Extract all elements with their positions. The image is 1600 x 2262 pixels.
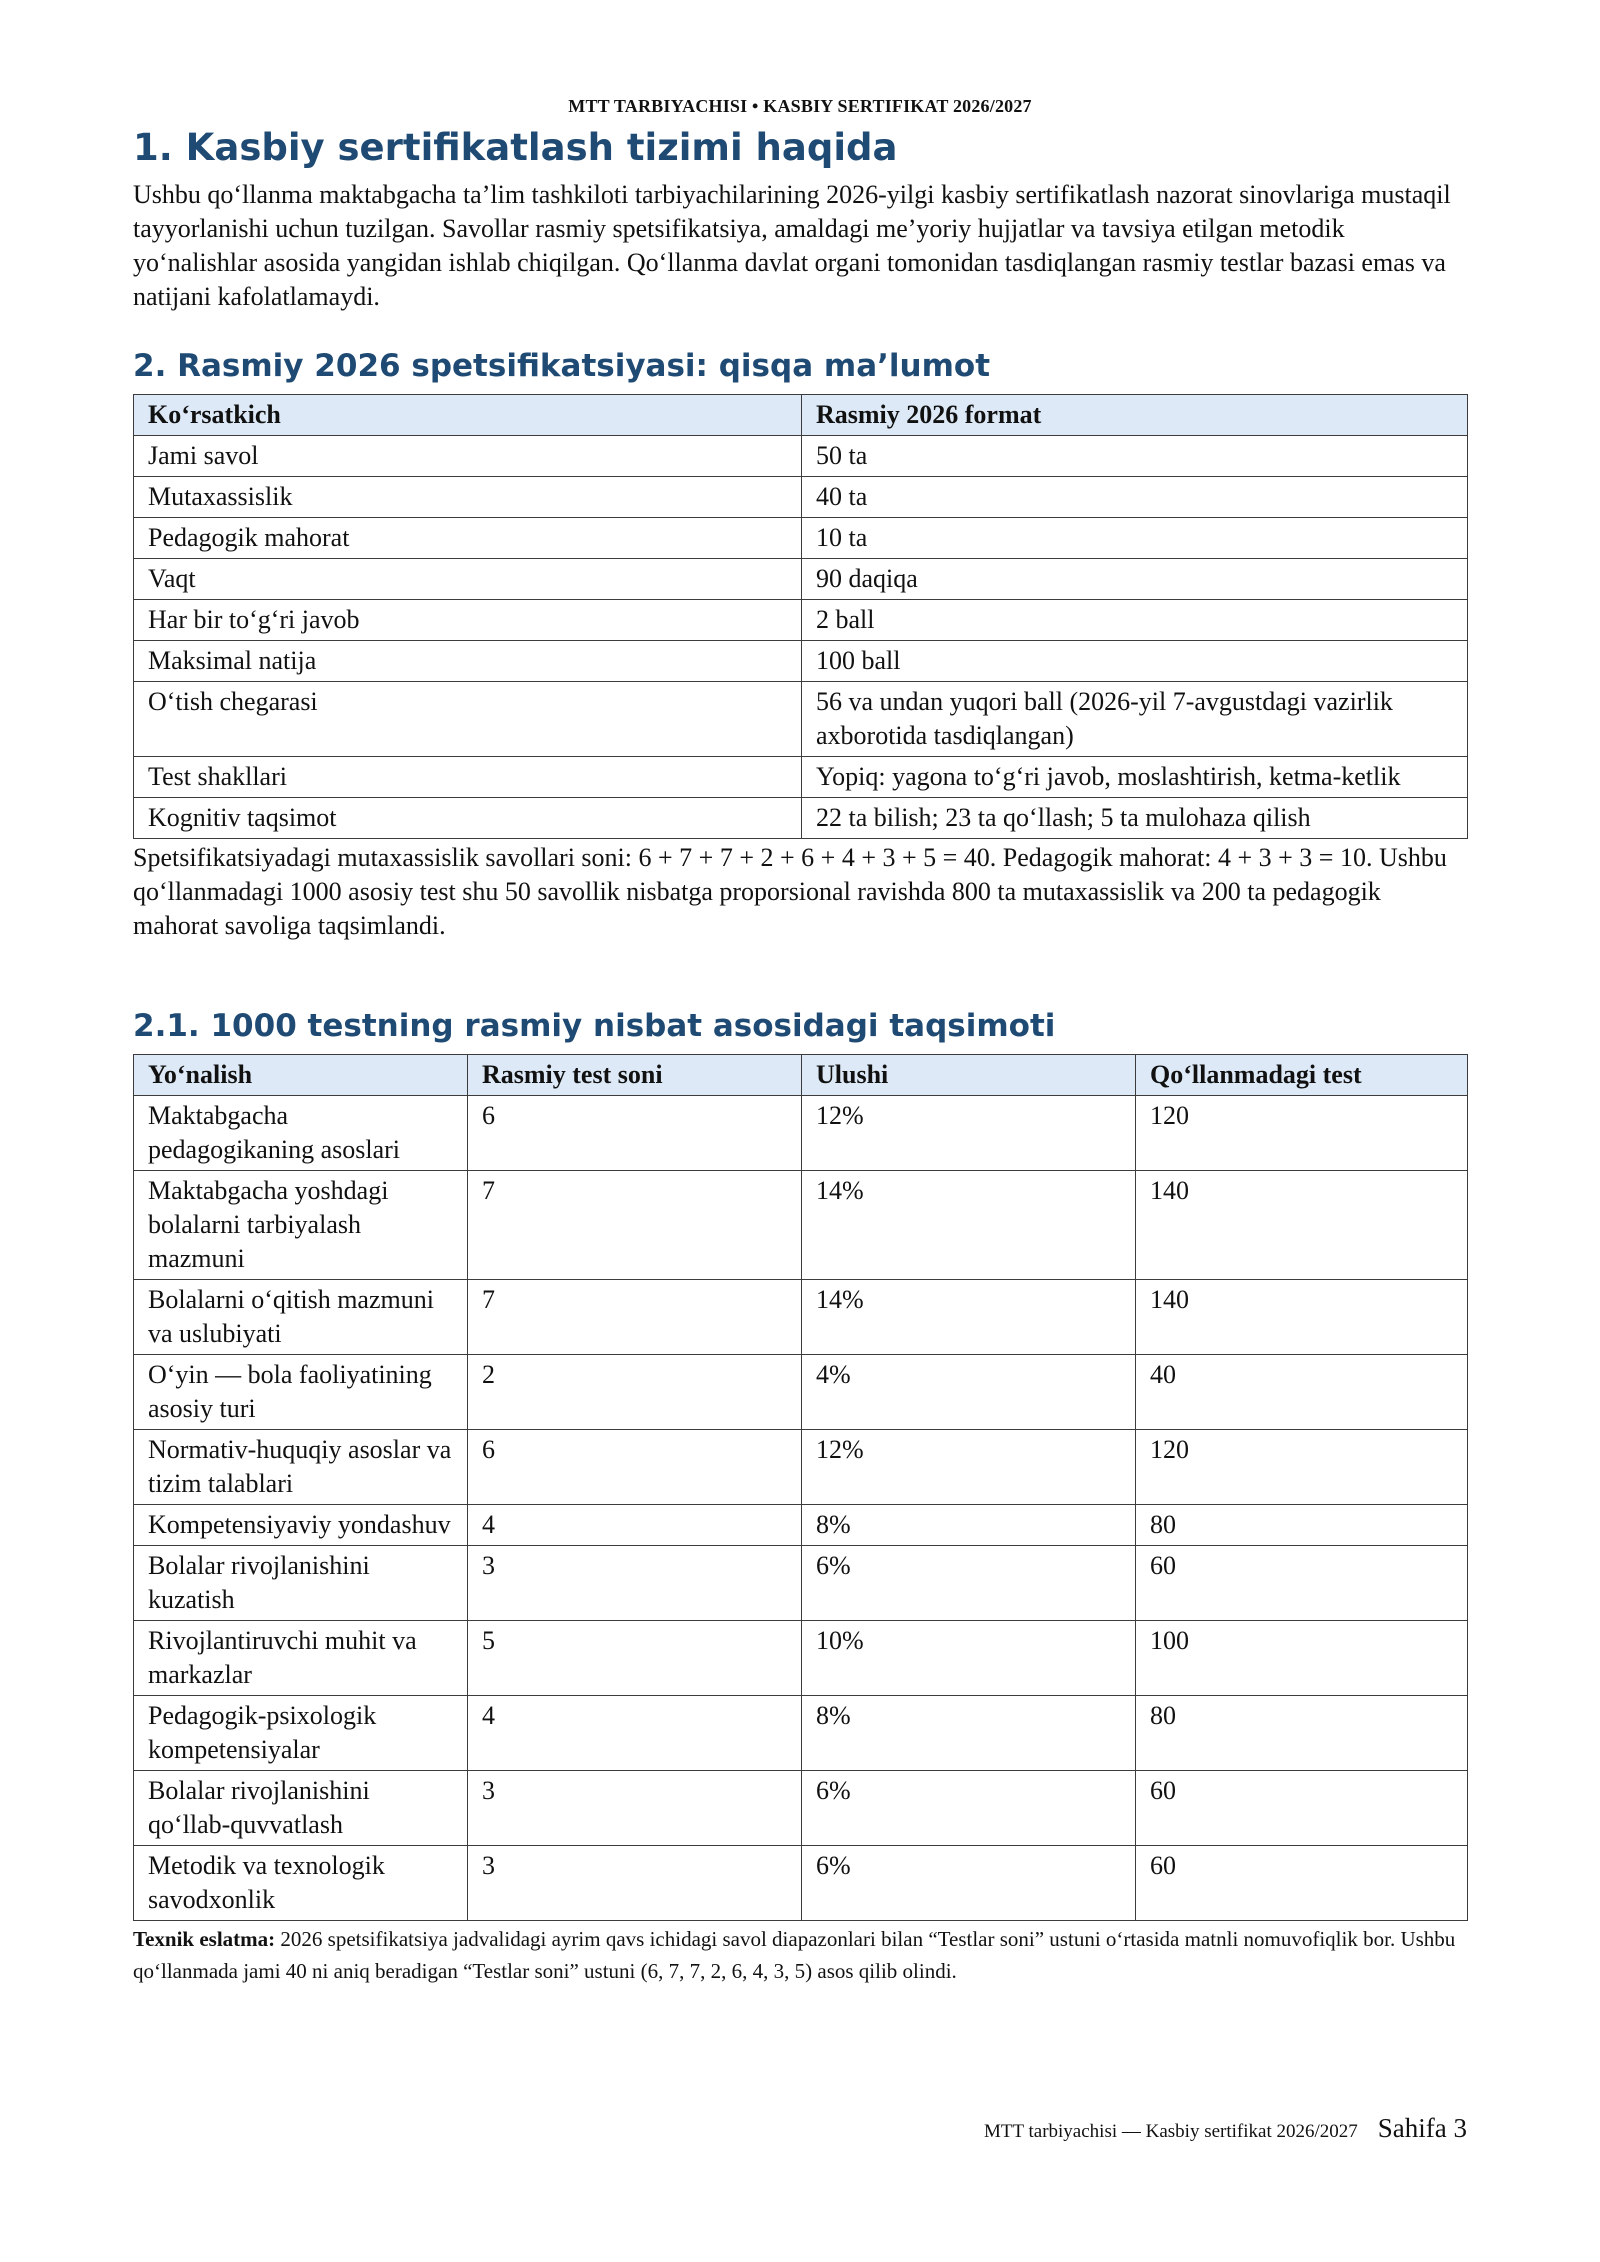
spec-col-header: Rasmiy 2026 format bbox=[802, 395, 1468, 436]
page-number: Sahifa 3 bbox=[1377, 2113, 1467, 2143]
technical-note bbox=[133, 1923, 1467, 1987]
official-count-cell: 4 bbox=[468, 1505, 802, 1546]
table-row bbox=[134, 1430, 1468, 1505]
manual-count-cell: 120 bbox=[1136, 1430, 1468, 1505]
direction-cell: Metodik va texnologik savodxonlik bbox=[134, 1846, 468, 1921]
spec-label-cell: Jami savol bbox=[134, 436, 802, 477]
technical-note-label: Texnik eslatma: bbox=[133, 1927, 276, 1951]
table-row bbox=[134, 1280, 1468, 1355]
spec-table-header-row bbox=[134, 395, 1468, 436]
spec-value-cell: 2 ball bbox=[802, 600, 1468, 641]
distribution-col-header: Ulushi bbox=[802, 1055, 1136, 1096]
official-count-cell: 4 bbox=[468, 1696, 802, 1771]
spec-value-cell: 56 va undan yuqori ball (2026-yil 7-avgustdagi vazirlik axborotida tasdiqlangan) bbox=[802, 682, 1468, 757]
distribution-col-header: Yo‘nalish bbox=[134, 1055, 468, 1096]
section-2-paragraph: Spetsifikatsiyadagi mutaxassislik savollari soni: 6 + 7 + 7 + 2 + 6 + 4 + 3 + 5 = 40. Pedagogik mahorat: 4 + 3 + 3 = 10. Ushbu qo‘llanmadagi 1000 asosiy test shu 50 savollik nisbatga proporsional ravishda 800 ta mutaxassislik va 200 ta pedagogik mahorat savoliga taqsimlandi. bbox=[133, 843, 1447, 940]
distribution-col-header: Rasmiy test soni bbox=[468, 1055, 802, 1096]
manual-count-cell: 140 bbox=[1136, 1280, 1468, 1355]
direction-cell: Rivojlantiruvchi muhit va markazlar bbox=[134, 1621, 468, 1696]
share-cell: 12% bbox=[802, 1430, 1136, 1505]
section-1-heading: 1. Kasbiy sertifikatlash tizimi haqida bbox=[133, 126, 898, 169]
table-row bbox=[134, 1621, 1468, 1696]
table-row bbox=[134, 600, 1468, 641]
table-row bbox=[134, 1696, 1468, 1771]
table-row bbox=[134, 1846, 1468, 1921]
share-cell: 6% bbox=[802, 1846, 1136, 1921]
section-2-1-heading: 2.1. 1000 testning rasmiy nisbat asosidagi taqsimoti bbox=[133, 1008, 1056, 1044]
table-row bbox=[134, 798, 1468, 839]
table-row bbox=[134, 518, 1468, 559]
share-cell: 12% bbox=[802, 1096, 1136, 1171]
official-count-cell: 3 bbox=[468, 1546, 802, 1621]
distribution-header-row bbox=[134, 1055, 1468, 1096]
table-row bbox=[134, 682, 1468, 757]
spec-label-cell: Maksimal natija bbox=[134, 641, 802, 682]
spec-label-cell: Mutaxassislik bbox=[134, 477, 802, 518]
table-row bbox=[134, 1171, 1468, 1280]
spec-col-header: Ko‘rsatkich bbox=[134, 395, 802, 436]
spec-label-cell: Har bir to‘g‘ri javob bbox=[134, 600, 802, 641]
table-row bbox=[134, 1096, 1468, 1171]
direction-cell: Bolalar rivojlanishini kuzatish bbox=[134, 1546, 468, 1621]
table-row bbox=[134, 436, 1468, 477]
manual-count-cell: 60 bbox=[1136, 1846, 1468, 1921]
distribution-col-header: Qo‘llanmadagi test bbox=[1136, 1055, 1468, 1096]
spec-label-cell: O‘tish chegarasi bbox=[134, 682, 802, 757]
page-footer bbox=[984, 2113, 1467, 2144]
share-cell: 6% bbox=[802, 1546, 1136, 1621]
distribution-table bbox=[133, 1054, 1468, 1921]
manual-count-cell: 80 bbox=[1136, 1505, 1468, 1546]
manual-count-cell: 40 bbox=[1136, 1355, 1468, 1430]
direction-cell: Kompetensiyaviy yondashuv bbox=[134, 1505, 468, 1546]
section-1 bbox=[133, 124, 1467, 314]
table-row bbox=[134, 1546, 1468, 1621]
share-cell: 4% bbox=[802, 1355, 1136, 1430]
manual-count-cell: 140 bbox=[1136, 1171, 1468, 1280]
section-2-heading: 2. Rasmiy 2026 spetsifikatsiyasi: qisqa ma’lumot bbox=[133, 348, 991, 384]
direction-cell: Bolalar rivojlanishini qo‘llab-quvvatlash bbox=[134, 1771, 468, 1846]
section-2 bbox=[133, 344, 1467, 943]
direction-cell: Pedagogik-psixologik kompetensiyalar bbox=[134, 1696, 468, 1771]
section-2-1 bbox=[133, 1004, 1467, 1987]
spec-value-cell: 40 ta bbox=[802, 477, 1468, 518]
table-row bbox=[134, 477, 1468, 518]
manual-count-cell: 60 bbox=[1136, 1546, 1468, 1621]
share-cell: 14% bbox=[802, 1171, 1136, 1280]
direction-cell: Maktabgacha pedagogikaning asoslari bbox=[134, 1096, 468, 1171]
table-row bbox=[134, 641, 1468, 682]
official-count-cell: 6 bbox=[468, 1096, 802, 1171]
spec-label-cell: Test shakllari bbox=[134, 757, 802, 798]
official-count-cell: 3 bbox=[468, 1846, 802, 1921]
official-count-cell: 6 bbox=[468, 1430, 802, 1505]
official-count-cell: 2 bbox=[468, 1355, 802, 1430]
spec-label-cell: Kognitiv taqsimot bbox=[134, 798, 802, 839]
spec-value-cell: 100 ball bbox=[802, 641, 1468, 682]
table-row bbox=[134, 1355, 1468, 1430]
official-count-cell: 7 bbox=[468, 1280, 802, 1355]
share-cell: 10% bbox=[802, 1621, 1136, 1696]
spec-label-cell: Pedagogik mahorat bbox=[134, 518, 802, 559]
share-cell: 14% bbox=[802, 1280, 1136, 1355]
official-count-cell: 5 bbox=[468, 1621, 802, 1696]
spec-value-cell: 22 ta bilish; 23 ta qo‘llash; 5 ta mulohaza qilish bbox=[802, 798, 1468, 839]
spec-value-cell: Yopiq: yagona to‘g‘ri javob, moslashtirish, ketma-ketlik bbox=[802, 757, 1468, 798]
table-row bbox=[134, 1505, 1468, 1546]
direction-cell: Normativ-huquqiy asoslar va tizim talablari bbox=[134, 1430, 468, 1505]
share-cell: 8% bbox=[802, 1696, 1136, 1771]
direction-cell: O‘yin — bola faoliyatining asosiy turi bbox=[134, 1355, 468, 1430]
manual-count-cell: 120 bbox=[1136, 1096, 1468, 1171]
technical-note-text: 2026 spetsifikatsiya jadvalidagi ayrim qavs ichidagi savol diapazonlari bilan “Testlar soni” ustuni o‘rtasida matnli nomuvofiqlik bor. Ushbu qo‘llanmada jami 40 ni aniq beradigan “Testlar soni” ustuni (6, 7, 7, 2, 6, 4, 3, 5) asos qilib olindi. bbox=[133, 1927, 1456, 1983]
official-count-cell: 3 bbox=[468, 1771, 802, 1846]
manual-count-cell: 60 bbox=[1136, 1771, 1468, 1846]
footer-text: MTT tarbiyachisi — Kasbiy sertifikat 2026/2027 bbox=[983, 2121, 1358, 2142]
direction-cell: Maktabgacha yoshdagi bolalarni tarbiyalash mazmuni bbox=[134, 1171, 468, 1280]
spec-table bbox=[133, 394, 1468, 839]
spec-value-cell: 90 daqiqa bbox=[802, 559, 1468, 600]
manual-count-cell: 100 bbox=[1136, 1621, 1468, 1696]
table-row bbox=[134, 559, 1468, 600]
section-1-paragraph: Ushbu qo‘llanma maktabgacha ta’lim tashkiloti tarbiyachilarining 2026-yilgi kasbiy sertifikatlash nazorat sinovlariga mustaqil tayyorlanishi uchun tuzilgan. Savollar rasmiy spetsifikatsiya, amaldagi me’yoriy hujjatlar va tavsiya etilgan metodik yo‘nalishlar asosida yangidan ishlab chiqilgan. Qo‘llanma davlat organi tomonidan tasdiqlangan rasmiy testlar bazasi emas va natijani kafolatlamaydi. bbox=[133, 180, 1451, 311]
spec-label-cell: Vaqt bbox=[134, 559, 802, 600]
spec-value-cell: 50 ta bbox=[802, 436, 1468, 477]
direction-cell: Bolalarni o‘qitish mazmuni va uslubiyati bbox=[134, 1280, 468, 1355]
running-head: MTT TARBIYACHISI • KASBIY SERTIFIKAT 2026/2027 bbox=[568, 96, 1032, 116]
table-row bbox=[134, 757, 1468, 798]
share-cell: 8% bbox=[802, 1505, 1136, 1546]
official-count-cell: 7 bbox=[468, 1171, 802, 1280]
share-cell: 6% bbox=[802, 1771, 1136, 1846]
table-row bbox=[134, 1771, 1468, 1846]
spec-value-cell: 10 ta bbox=[802, 518, 1468, 559]
manual-count-cell: 80 bbox=[1136, 1696, 1468, 1771]
